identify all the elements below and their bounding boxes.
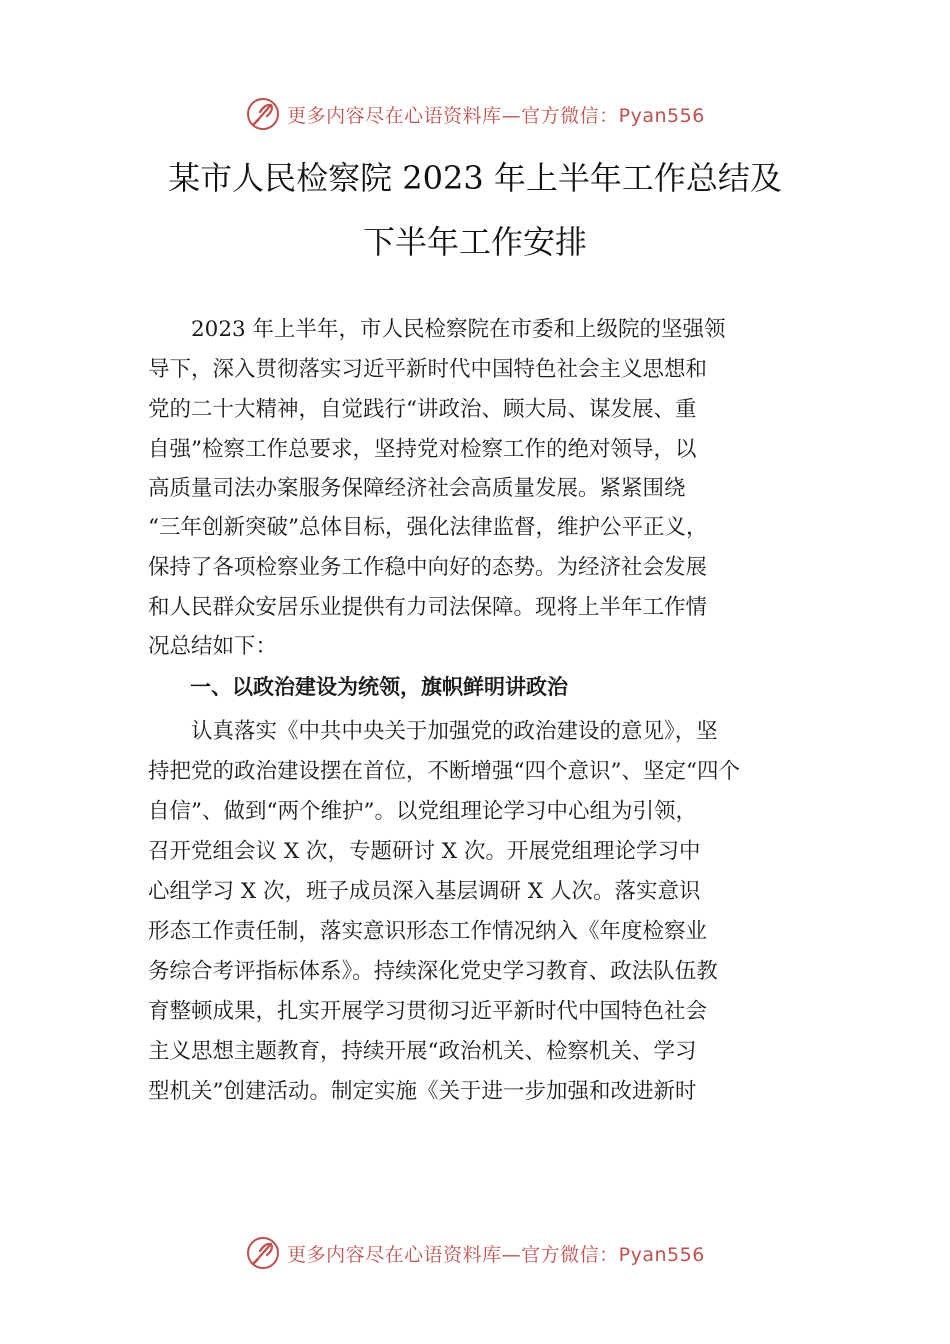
intro-line: 自强”检察工作总要求，坚持党对检察工作的绝对领导，以 bbox=[148, 437, 697, 462]
intro-line: “三年创新突破”总体目标，强化法律监督，维护公平正义， bbox=[148, 515, 708, 540]
section-heading: 一、以政治建设为统领，旗帜鲜明讲政治 bbox=[148, 675, 568, 699]
banner-text: 更多内容尽在心语资料库—官方微信：Pyan556 bbox=[287, 104, 705, 127]
footer-banner bbox=[0, 1233, 950, 1273]
section-line: 自信”、做到“两个维护”。以党组理论学习中心组为引领， bbox=[148, 799, 697, 824]
intro-line: 2023 年上半年，市人民检察院在市委和上级院的坚强领 bbox=[148, 317, 726, 342]
document-title-line-2: 下半年工作安排 bbox=[362, 223, 587, 261]
section-line: 认真落实《中共中央关于加强党的政治建设的意见》，坚 bbox=[148, 719, 718, 744]
section-line: 育整顿成果，扎实开展学习贯彻习近平新时代中国特色社会 bbox=[148, 999, 708, 1024]
header-banner bbox=[0, 94, 950, 134]
intro-line: 导下，深入贯彻落实习近平新时代中国特色社会主义思想和 bbox=[148, 357, 708, 382]
section-line: 召开党组会议 X 次，专题研讨 X 次。开展党组理论学习中 bbox=[148, 839, 701, 864]
section-line: 主义思想主题教育，持续开展“政治机关、检察机关、学习 bbox=[148, 1039, 697, 1064]
section-line: 务综合考评指标体系》。持续深化党史学习教育、政法队伍教 bbox=[148, 959, 718, 984]
section-line: 型机关”创建活动。制定实施《关于进一步加强和改进新时 bbox=[148, 1079, 697, 1104]
intro-line: 况总结如下： bbox=[148, 634, 278, 659]
intro-line: 高质量司法办案服务保障经济社会高质量发展。紧紧围绕 bbox=[148, 476, 686, 501]
intro-line: 保持了各项检察业务工作稳中向好的态势。为经济社会发展 bbox=[148, 555, 708, 580]
intro-line: 党的二十大精神，自觉践行“讲政治、顾大局、谋发展、重 bbox=[148, 397, 697, 422]
quill-logo-icon bbox=[245, 96, 281, 132]
section-line: 持把党的政治建设摆在首位，不断增强“四个意识”、坚定“四个 bbox=[148, 759, 740, 784]
section-line: 心组学习 X 次，班子成员深入基层调研 X 人次。落实意识 bbox=[148, 879, 701, 904]
document-title-line-1: 某市人民检察院 2023 年上半年工作总结及 bbox=[168, 159, 782, 197]
banner-text: 更多内容尽在心语资料库—官方微信：Pyan556 bbox=[287, 1243, 705, 1266]
intro-line: 和人民群众安居乐业提供有力司法保障。现将上半年工作情 bbox=[148, 595, 708, 620]
quill-logo-icon bbox=[245, 1235, 281, 1271]
section-line: 形态工作责任制，落实意识形态工作情况纳入《年度检察业 bbox=[148, 919, 708, 944]
